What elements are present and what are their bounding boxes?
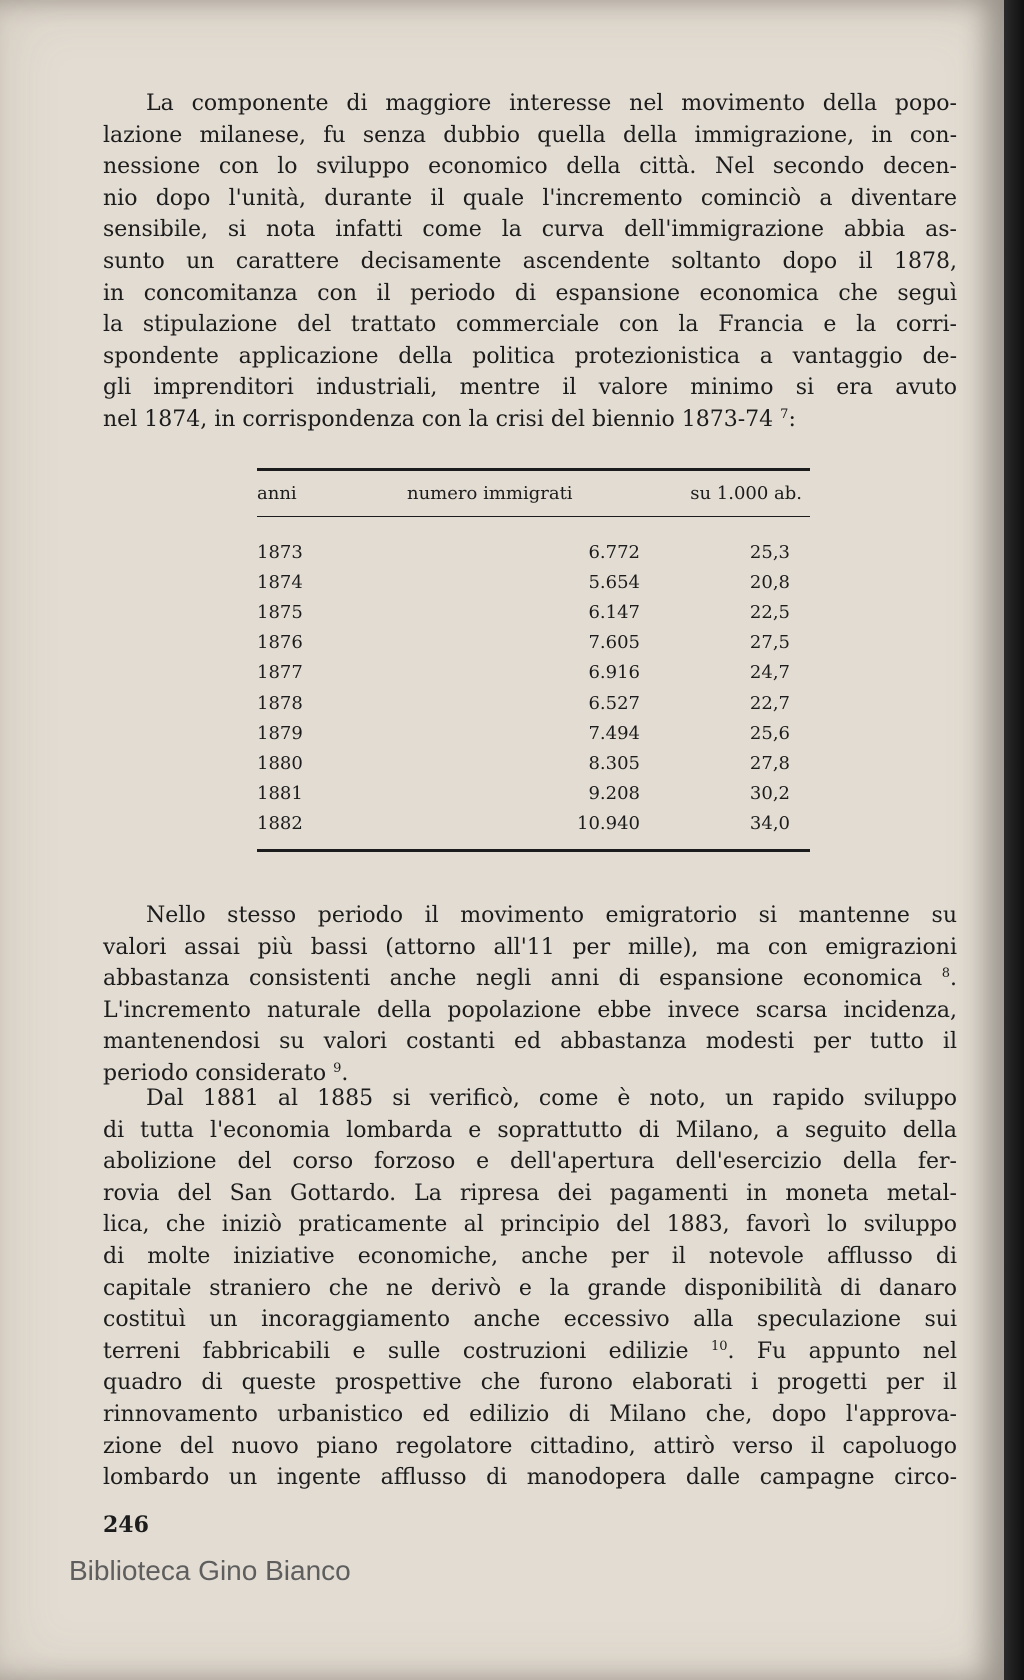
page-number: 246 bbox=[103, 1512, 149, 1538]
text-line: mantenendosi su valori costanti ed abbastanza modesti per tutto il bbox=[103, 1029, 957, 1055]
text-line: nessione con lo sviluppo economico della città. Nel secondo decen- bbox=[103, 154, 957, 180]
text-line-content: periodo considerato bbox=[103, 1060, 327, 1086]
footnote-ref: 9 bbox=[333, 1060, 342, 1076]
text-line-content: abbastanza consistenti anche negli anni di espansione economica bbox=[103, 966, 923, 992]
text-line-content: nel 1874, in corrispondenza con la crisi del biennio 1873-74 bbox=[103, 406, 774, 432]
text-line-content: terreni fabbricabili e sulle costruzioni edilizie bbox=[103, 1338, 689, 1364]
text-line: lica, che iniziò praticamente al principio del 1883, favorì lo sviluppo bbox=[103, 1212, 957, 1238]
cell-immigrants: 6.772 bbox=[588, 541, 640, 563]
text-line: sunto un carattere decisamente ascendente soltanto dopo il 1878, bbox=[103, 248, 957, 274]
text-line: valori assai più bassi (attorno all'11 per mille), ma con emigrazioni bbox=[103, 934, 957, 960]
text-line: nio dopo l'unità, durante il quale l'incremento cominciò a diventare bbox=[103, 185, 957, 211]
header-per-mille: su 1.000 ab. bbox=[690, 483, 802, 504]
immigration-table bbox=[257, 468, 810, 852]
table-row bbox=[257, 718, 810, 748]
text-line: in concomitanza con il periodo di espansione economica che seguì bbox=[103, 280, 957, 306]
table-header bbox=[257, 471, 810, 516]
cell-year: 1877 bbox=[257, 662, 303, 684]
cell-year: 1881 bbox=[257, 783, 303, 805]
cell-rate: 22,7 bbox=[749, 692, 790, 714]
cell-year: 1878 bbox=[257, 692, 303, 714]
punctuation: . bbox=[950, 966, 957, 992]
table-row bbox=[257, 537, 810, 567]
footnote-ref: 8 bbox=[941, 966, 950, 982]
table-row bbox=[257, 688, 810, 718]
cell-immigrants: 7.494 bbox=[588, 722, 640, 744]
cell-immigrants: 10.940 bbox=[577, 813, 640, 835]
text-line: lazione milanese, fu senza dubbio quella della immigrazione, in con- bbox=[103, 122, 957, 148]
text-line: rovia del San Gottardo. La ripresa dei pagamenti in moneta metal- bbox=[103, 1180, 957, 1206]
table-row bbox=[257, 748, 810, 778]
text-line: L'incremento naturale della popolazione ebbe invece scarsa incidenza, bbox=[103, 997, 957, 1023]
table-row bbox=[257, 779, 810, 809]
cell-rate: 27,5 bbox=[749, 632, 790, 654]
header-numero-immigrati: numero immigrati bbox=[407, 483, 573, 504]
library-watermark: Biblioteca Gino Bianco bbox=[69, 1555, 351, 1586]
text-line: quadro di queste prospettive che furono elaborati i progetti per il bbox=[103, 1370, 957, 1396]
text-line-content: . Fu appunto nel bbox=[727, 1338, 957, 1364]
text-line: zione del nuovo piano regolatore cittadino, attirò verso il capoluogo bbox=[103, 1433, 957, 1459]
table-row bbox=[257, 809, 810, 839]
table-bottom-rule bbox=[257, 849, 810, 852]
footnote-ref: 10 bbox=[710, 1338, 728, 1354]
cell-year: 1876 bbox=[257, 632, 303, 654]
cell-rate: 25,3 bbox=[749, 541, 790, 563]
text-line: abolizione del corso forzoso e dell'apertura dell'esercizio della fer- bbox=[103, 1149, 957, 1175]
cell-rate: 25,6 bbox=[749, 722, 790, 744]
table-row bbox=[257, 597, 810, 627]
text-line: spondente applicazione della politica protezionistica a vantaggio de- bbox=[103, 343, 957, 369]
text-line: costituì un incoraggiamento anche eccessivo alla speculazione sui bbox=[103, 1307, 957, 1333]
cell-immigrants: 9.208 bbox=[588, 783, 640, 805]
text-line: Nello stesso periodo il movimento emigratorio si mantenne su bbox=[146, 903, 957, 928]
text-line: gli imprenditori industriali, mentre il valore minimo si era avuto bbox=[103, 375, 957, 401]
text-line: La componente di maggiore interesse nel movimento della popo- bbox=[146, 91, 957, 116]
text-line bbox=[103, 1336, 957, 1368]
cell-rate: 27,8 bbox=[749, 752, 790, 774]
footnote-ref: 7 bbox=[780, 406, 789, 422]
cell-year: 1880 bbox=[257, 752, 303, 774]
cell-immigrants: 6.527 bbox=[588, 692, 640, 714]
cell-year: 1874 bbox=[257, 571, 303, 593]
text-line: di tutta l'economia lombarda e soprattutto di Milano, a seguito della bbox=[103, 1117, 957, 1143]
cell-year: 1879 bbox=[257, 722, 303, 744]
cell-rate: 30,2 bbox=[749, 783, 790, 805]
cell-immigrants: 5.654 bbox=[588, 571, 640, 593]
cell-year: 1873 bbox=[257, 541, 303, 563]
paragraph-emigration bbox=[103, 900, 957, 1090]
cell-rate: 34,0 bbox=[749, 813, 790, 835]
text-line: Dal 1881 al 1885 si verificò, come è noto, un rapido sviluppo bbox=[146, 1086, 957, 1111]
cell-immigrants: 8.305 bbox=[588, 752, 640, 774]
cell-immigrants: 7.605 bbox=[588, 632, 640, 654]
paragraph-immigration-intro bbox=[103, 88, 957, 436]
text-line: sensibile, si nota infatti come la curva dell'immigrazione abbia as- bbox=[103, 217, 957, 243]
header-anni: anni bbox=[257, 483, 297, 504]
punctuation: . bbox=[341, 1060, 349, 1086]
table-row bbox=[257, 628, 810, 658]
table-body bbox=[257, 517, 810, 849]
table-row bbox=[257, 658, 810, 688]
text-line bbox=[103, 963, 957, 995]
text-line: lombardo un ingente afflusso di manodopera dalle campagne circo- bbox=[103, 1465, 957, 1491]
cell-rate: 20,8 bbox=[749, 571, 790, 593]
cell-year: 1882 bbox=[257, 813, 303, 835]
cell-immigrants: 6.916 bbox=[588, 662, 640, 684]
page-edge-shadow bbox=[1004, 0, 1024, 1680]
text-line bbox=[103, 404, 957, 436]
cell-year: 1875 bbox=[257, 601, 303, 623]
paragraph-economic-growth bbox=[103, 1083, 957, 1494]
table-row bbox=[257, 567, 810, 597]
text-line: rinnovamento urbanistico ed edilizio di Milano che, dopo l'approva- bbox=[103, 1401, 957, 1427]
cell-immigrants: 6.147 bbox=[588, 601, 640, 623]
text-line: capitale straniero che ne derivò e la grande disponibilità di danaro bbox=[103, 1275, 957, 1301]
text-line: la stipulazione del trattato commerciale con la Francia e la corri- bbox=[103, 312, 957, 338]
cell-rate: 22,5 bbox=[749, 601, 790, 623]
text-line: di molte iniziative economiche, anche per il notevole afflusso di bbox=[103, 1243, 957, 1269]
cell-rate: 24,7 bbox=[749, 662, 790, 684]
punctuation: : bbox=[788, 406, 796, 432]
